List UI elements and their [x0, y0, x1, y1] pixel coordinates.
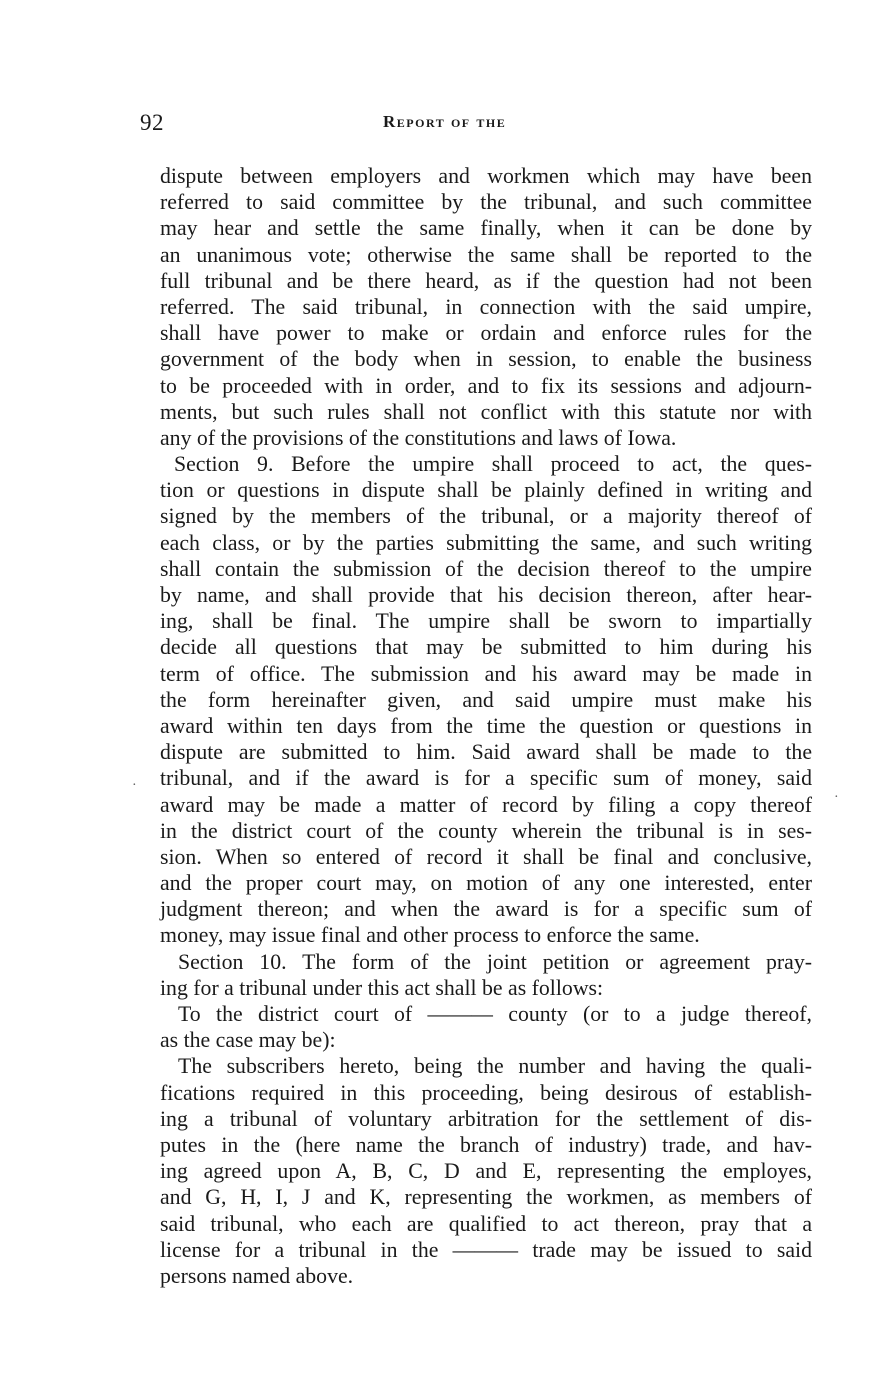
- text-line: signed by the members of the tribunal, or a majority thereof of: [160, 504, 812, 529]
- text-line: dispute are submitted to him. Said award shall be made to the: [160, 740, 812, 765]
- text-line: shall contain the submission of the decision thereof to the umpire: [160, 556, 812, 581]
- text-line: decide all questions that may be submitted to him during his: [160, 635, 812, 660]
- running-title: Report of the: [383, 112, 507, 131]
- text-line: an unanimous vote; otherwise the same shall be reported to the: [160, 242, 812, 267]
- body-text: [160, 163, 812, 1289]
- text-line: tion or questions in dispute shall be plainly defined in writing and: [160, 478, 812, 503]
- text-line: ing for a tribunal under this act shall be as follows:: [160, 975, 604, 1000]
- form-address-line: To the district court of ——— county (or to a judge thereof,: [178, 1002, 812, 1026]
- text-line: by name, and shall provide that his decision thereon, after hear-: [160, 583, 812, 607]
- text-line: shall have power to make or ordain and enforce rules for the: [160, 321, 812, 346]
- text-line: license for a tribunal in the ——— trade may be issued to said: [160, 1237, 812, 1262]
- text-line: said tribunal, who each are qualified to act thereon, pray that a: [160, 1211, 812, 1236]
- text-line: money, may issue final and other process to enforce the same.: [160, 923, 700, 948]
- text-line: award within ten days from the time the question or questions in: [160, 713, 812, 738]
- text-line: tribunal, and if the award is for a specific sum of money, said: [160, 766, 812, 791]
- section-9-first-line: Section 9. Before the umpire shall proceed to act, the ques-: [174, 452, 812, 477]
- page-number: 92: [140, 110, 164, 135]
- text-line: award may be made a matter of record by filing a copy thereof: [160, 792, 812, 817]
- section-10-first-line: Section 10. The form of the joint petition or agreement pray-: [178, 949, 812, 974]
- text-line: judgment thereon; and when the award is for a specific sum of: [160, 897, 812, 922]
- text-line: and G, H, I, J and K, representing the workmen, as members of: [160, 1185, 812, 1210]
- text-line: the form hereinafter given, and said umpire must make his: [160, 687, 812, 712]
- text-line: persons named above.: [160, 1263, 354, 1288]
- text-line: may hear and settle the same finally, when it can be done by: [160, 216, 812, 241]
- form-body-first-line: The subscribers hereto, being the number and having the quali-: [178, 1054, 812, 1079]
- text-line: ing, shall be final. The umpire shall be sworn to impartially: [160, 609, 812, 634]
- text-line: term of office. The submission and his award may be made in: [160, 661, 812, 686]
- text-line: dispute between employers and workmen which may have been: [160, 164, 812, 188]
- text-line: fications required in this proceeding, being desirous of establish-: [160, 1080, 812, 1105]
- text-line: referred to said committee by the tribunal, and such committee: [160, 190, 812, 215]
- margin-speck: ·: [132, 778, 137, 793]
- text-line: each class, or by the parties submitting the same, and such writing: [160, 530, 812, 555]
- text-line: any of the provisions of the constitutions and laws of Iowa.: [160, 425, 677, 450]
- text-line: putes in the (here name the branch of industry) trade, and hav-: [160, 1132, 812, 1157]
- margin-speck: ·: [834, 790, 839, 805]
- text-line: to be proceeded with in order, and to fix its sessions and adjourn-: [160, 373, 812, 398]
- text-line: in the district court of the county wherein the tribunal is in ses-: [160, 818, 812, 843]
- text-line: ing agreed upon A, B, C, D and E, representing the employes,: [160, 1159, 812, 1184]
- text-line: and the proper court may, on motion of any one interested, enter: [160, 871, 812, 896]
- text-line: referred. The said tribunal, in connection with the said umpire,: [160, 294, 812, 319]
- text-line: government of the body when in session, to enable the business: [160, 347, 812, 372]
- running-header: [140, 110, 812, 140]
- text-line: as the case may be):: [160, 1028, 336, 1053]
- text-line: full tribunal and be there heard, as if the question had not been: [160, 268, 812, 293]
- text-line: ing a tribunal of voluntary arbitration for the settlement of dis-: [160, 1106, 812, 1131]
- text-line: ments, but such rules shall not conflict with this statute nor with: [160, 399, 812, 424]
- text-line: sion. When so entered of record it shall be final and conclusive,: [160, 844, 812, 869]
